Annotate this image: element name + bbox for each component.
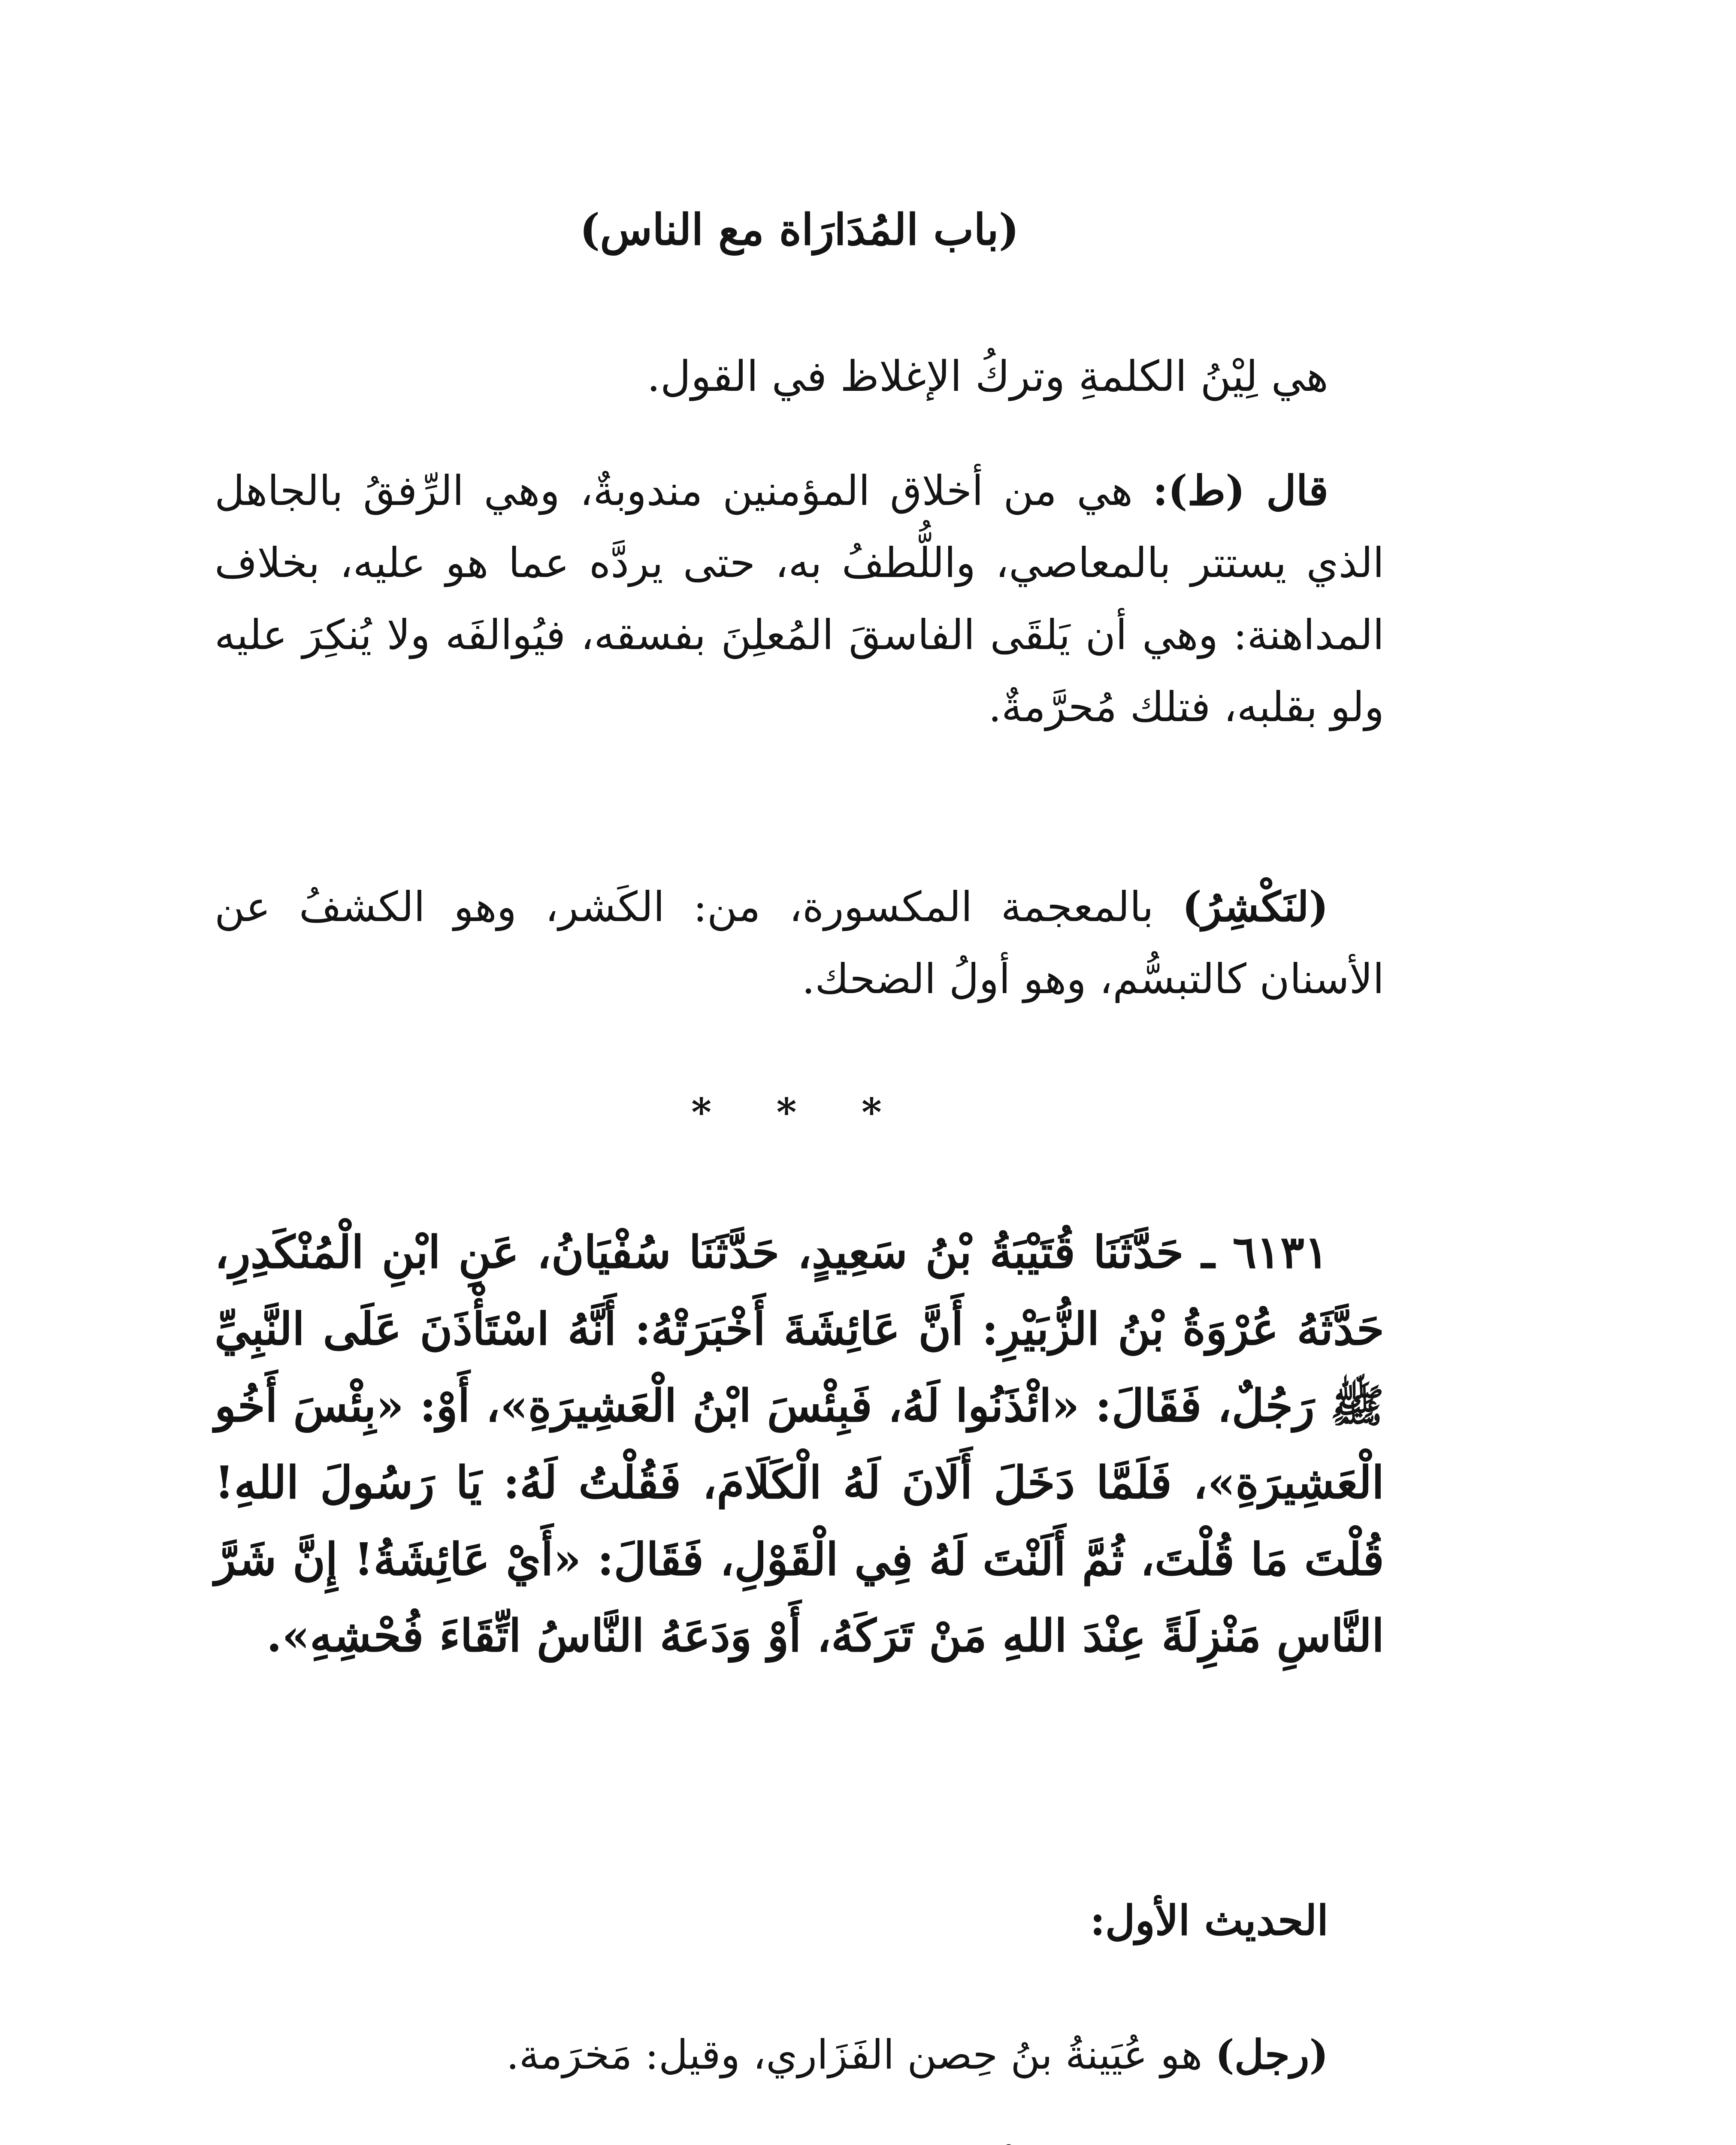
- lexical-note-label: (لنَكْشِرُ): [1182, 882, 1329, 931]
- definition-paragraph: [215, 343, 1384, 411]
- commentary-paragraph: [215, 455, 1384, 743]
- footnote-item: [215, 2141, 1384, 2145]
- section-heading: الحديث الأول:: [1090, 1896, 1328, 1945]
- footnote-label: (رجل): [1215, 2031, 1328, 2079]
- footnote-item: [215, 2025, 1384, 2085]
- hadith-paragraph: [215, 1214, 1384, 1674]
- lexical-note-text: بالمعجمة المكسورة، من: الكَشر، وهو الكشفُ عن الأسنان كالتبسُّم، وهو أولُ الضحك.: [215, 883, 1384, 1003]
- commentary-text: هي من أخلاق المؤمنين مندوبةٌ، وهي الرِّفقُ بالجاهل الذي يستتر بالمعاصي، واللُّطفُ به، حتى يردَّه عما هو عليه، بخلاف المداهنة: وهي أن يَلقَى الفاسقَ المُعلِنَ بفسقه، فيُوالفَه ولا يُنكِرَ عليه ولو بقلبه، فتلك مُحرَّمةٌ.: [215, 467, 1384, 731]
- commentary-label: قال (ط):: [1152, 466, 1329, 515]
- lexical-note-paragraph: [215, 871, 1384, 1015]
- definition-text: هي لِيْنُ الكلمةِ وتركُ الإغلاظ في القول.: [647, 352, 1328, 401]
- chapter-title: (باب المُدَارَاة مع الناس): [579, 204, 1019, 255]
- hadith-text: ـ حَدَّثَنَا قُتَيْبَةُ بْنُ سَعِيدٍ، حَدَّثَنَا سُفْيَانُ، عَنِ ابْنِ الْمُنْكَدِرِ، حَدَّثَهُ عُرْوَةُ بْنُ الزُّبَيْرِ: أَنَّ عَائِشَةَ أَخْبَرَتْهُ: أَنَّهُ اسْتَأْذَنَ عَلَى النَّبِيِّ ﷺ رَجُلٌ، فَقَالَ: «ائْذَنُوا لَهُ، فَبِئْسَ ابْنُ الْعَشِيرَةِ»، أَوْ: «بِئْسَ أَخُو الْعَشِيرَةِ»، فَلَمَّا دَخَلَ أَلَانَ لَهُ الْكَلَامَ، فَقُلْتُ لَهُ: يَا رَسُولَ اللهِ! قُلْتَ مَا قُلْتَ، ثُمَّ أَلَنْتَ لَهُ فِي الْقَوْلِ، فَقَالَ: «أَيْ عَائِشَةُ! إِنَّ شَرَّ النَّاسِ مَنْزِلَةً عِنْدَ اللهِ مَنْ تَرَكَهُ، أَوْ وَدَعَهُ النَّاسُ اتِّقَاءَ فُحْشِهِ».: [215, 1226, 1384, 1662]
- section-separator: * * *: [691, 1090, 907, 1135]
- hadith-number: ٦١٣١: [1232, 1226, 1328, 1278]
- footnote-text: هو عُيَينةُ بنُ حِصن الفَزَاري، وقيل: مَخرَمة.: [506, 2032, 1203, 2079]
